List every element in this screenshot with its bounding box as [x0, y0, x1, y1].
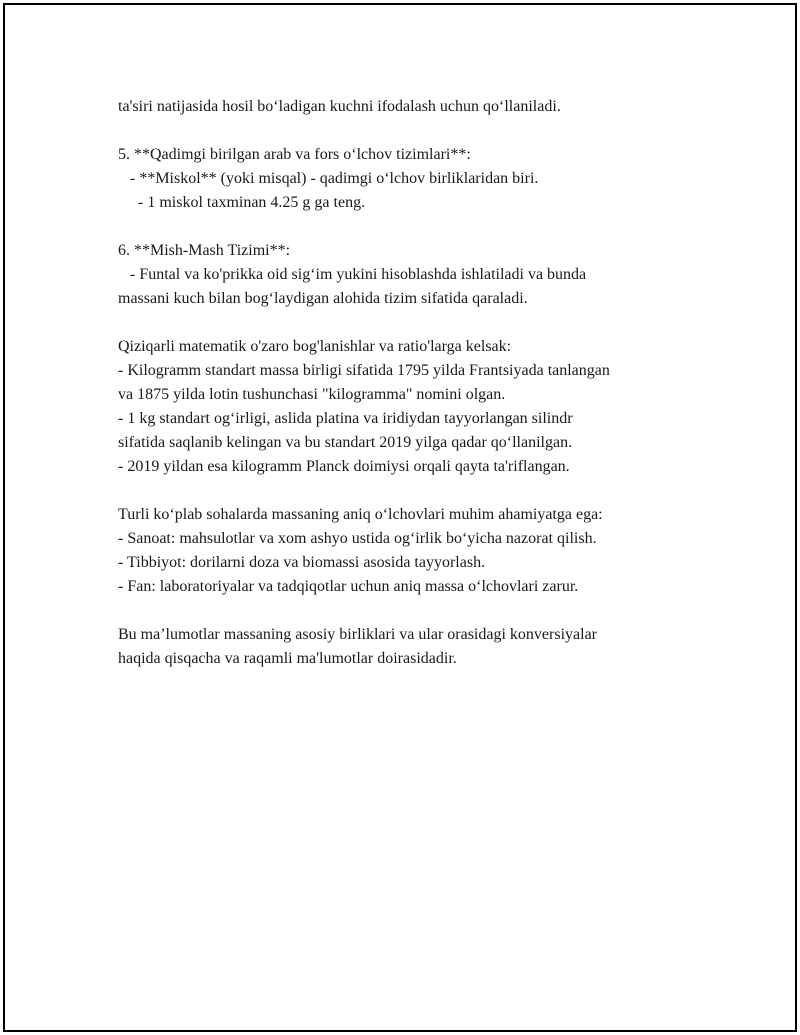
text-line: Bu ma’lumotlar massaning asosiy birliklari va ular orasidagi konversiyalar: [118, 626, 597, 643]
section-5-heading: 5. **Qadimgi birilgan arab va fors o‘lchov tizimlari**:: [118, 146, 471, 163]
text-line: ta'siri natijasida hosil bo‘ladigan kuchni ifodalash uchun qo‘llaniladi.: [118, 98, 561, 115]
list-item: - Fan: laboratoriyalar va tadqiqotlar uchun aniq massa o‘lchovlari zarur.: [118, 578, 579, 595]
paragraph-gap: [118, 311, 718, 335]
list-item: - Kilogramm standart massa birligi sifatida 1795 yilda Frantsiyada tanlangan: [118, 362, 610, 379]
text-line: massani kuch bilan bog‘laydigan alohida tizim sifatida qaraladi.: [118, 290, 528, 307]
paragraph-conclusion: [118, 623, 718, 671]
paragraph-gap: [118, 215, 718, 239]
list-item: - Tibbiyot: dorilarni doza va biomassi asosida tayyorlash.: [118, 554, 486, 571]
paragraph-math-relations: [118, 335, 718, 479]
paragraph-lead: Qiziqarli matematik o'zaro bog'lanishlar va ratio'larga kelsak:: [118, 338, 512, 355]
document-body: [118, 95, 718, 671]
list-subitem: - 1 miskol taxminan 4.25 g ga teng.: [118, 194, 366, 211]
text-line: haqida qisqacha va raqamli ma'lumotlar doirasidadir.: [118, 650, 457, 667]
list-item: - 2019 yildan esa kilogramm Planck doimiysi orqali qayta ta'riflangan.: [118, 458, 570, 475]
text-line: sifatida saqlanib kelingan va bu standart 2019 yilga qadar qo‘llanilgan.: [118, 434, 573, 451]
paragraph-fields: [118, 503, 718, 599]
paragraph-gap: [118, 479, 718, 503]
list-item: - 1 kg standart og‘irligi, aslida platina va iridiydan tayyorlangan silindr: [118, 410, 573, 427]
text-line: va 1875 yilda lotin tushunchasi "kilogramma" nomini olgan.: [118, 386, 506, 403]
list-item: - Funtal va ko'prikka oid sig‘im yukini hisoblashda ishlatiladi va bunda: [118, 266, 587, 283]
paragraph-gap: [118, 599, 718, 623]
paragraph-gap: [118, 119, 718, 143]
list-item: - **Miskol** (yoki misqal) - qadimgi o‘lchov birliklaridan biri.: [118, 170, 539, 187]
paragraph-section-6: [118, 239, 718, 311]
list-item: - Sanoat: mahsulotlar va xom ashyo ustida og‘irlik bo‘yicha nazorat qilish.: [118, 530, 597, 547]
paragraph-lead: Turli ko‘plab sohalarda massaning aniq o‘lchovlari muhim ahamiyatga ega:: [118, 506, 603, 523]
paragraph-section-5: [118, 143, 718, 215]
paragraph-intro-tail: [118, 95, 718, 119]
section-6-heading: 6. **Mish-Mash Tizimi**:: [118, 242, 291, 259]
